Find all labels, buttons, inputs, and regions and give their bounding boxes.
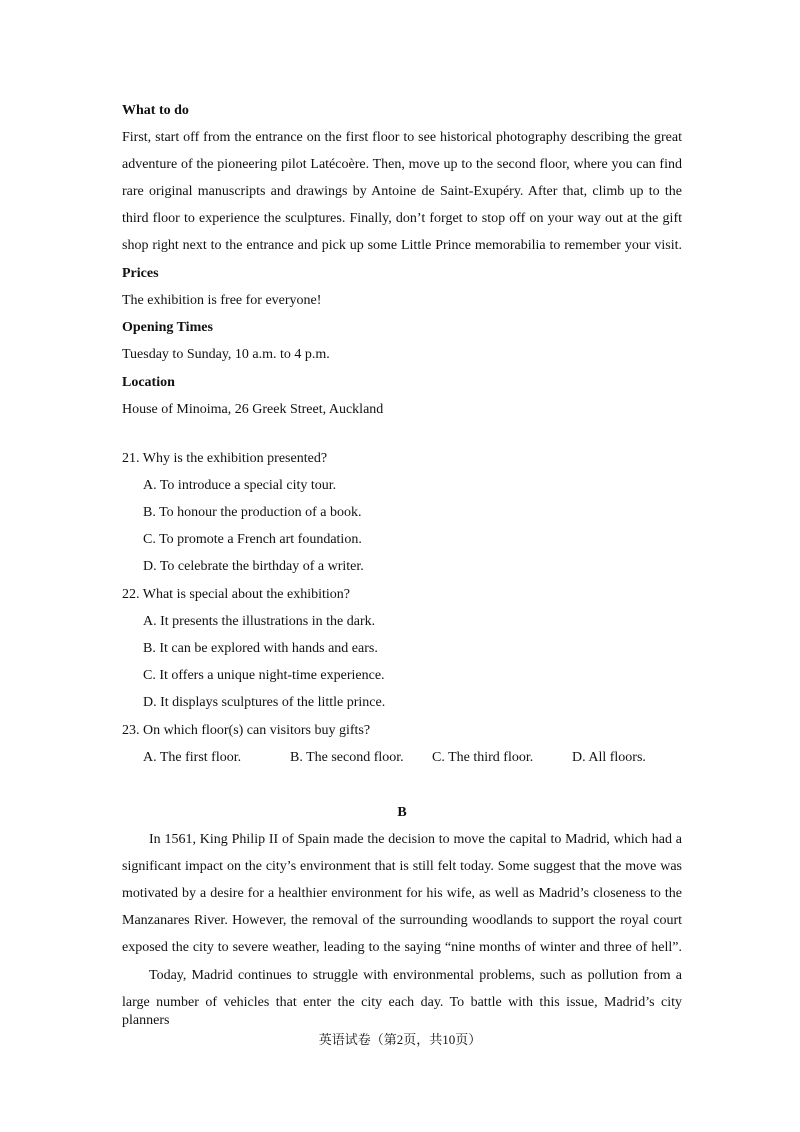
passage-line: In 1561, King Philip II of Spain made the decision to move the capital to Madrid, which had a xyxy=(149,832,682,847)
passage-line: Manzanares River. However, the removal of the surrounding woodlands to support the royal court xyxy=(122,913,682,928)
opening-times-text: Tuesday to Sunday, 10 a.m. to 4 p.m. xyxy=(122,347,330,362)
passage-line: motivated by a desire for a healthier environment for his wife, as well as Madrid’s closeness to the xyxy=(122,886,682,901)
page-footer: 英语试卷（第2页，共10页） xyxy=(318,1032,482,1047)
paragraph-line: shop right next to the entrance and pick up some Little Prince memorabilia to remember your visit. xyxy=(122,238,682,253)
heading-opening-times: Opening Times xyxy=(122,320,213,335)
question-21-stem: 21. Why is the exhibition presented? xyxy=(122,451,328,466)
heading-location: Location xyxy=(122,375,175,390)
passage-line: large number of vehicles that enter the city each day. To battle with this issue, Madrid’s city planners xyxy=(122,995,682,1028)
question-option: C. To promote a French art foundation. xyxy=(143,532,362,547)
passage-line: exposed the city to severe weather, leading to the saying “nine months of winter and three of hell”. xyxy=(122,940,682,955)
heading-what-to-do: What to do xyxy=(122,103,189,118)
heading-prices: Prices xyxy=(122,266,159,281)
paragraph-line: adventure of the pioneering pilot Latécoère. Then, move up to the second floor, where you can find xyxy=(122,157,682,172)
question-option: A. To introduce a special city tour. xyxy=(143,478,337,493)
paragraph-line: rare original manuscripts and drawings by Antoine de Saint-Exupéry. After that, climb up to the xyxy=(122,184,682,199)
question-option: B. The second floor. xyxy=(290,750,404,765)
paragraph-line: third floor to experience the sculptures. Finally, don’t forget to stop off on your way out at the gift xyxy=(122,211,682,226)
prices-text: The exhibition is free for everyone! xyxy=(122,293,322,308)
passage-b-label: B xyxy=(397,805,407,820)
question-option: D. All floors. xyxy=(572,750,646,765)
question-option: B. To honour the production of a book. xyxy=(143,505,362,520)
question-option: C. It offers a unique night-time experience. xyxy=(143,668,385,683)
question-option: D. It displays sculptures of the little prince. xyxy=(143,695,386,710)
question-option: A. The first floor. xyxy=(143,750,242,765)
location-text: House of Minoima, 26 Greek Street, Auckland xyxy=(122,402,384,417)
question-option: A. It presents the illustrations in the dark. xyxy=(143,614,376,629)
question-23-stem: 23. On which floor(s) can visitors buy gifts? xyxy=(122,723,371,738)
question-option: C. The third floor. xyxy=(432,750,534,765)
question-option: B. It can be explored with hands and ears. xyxy=(143,641,378,656)
paragraph-line: First, start off from the entrance on the first floor to see historical photography describing the great xyxy=(122,130,682,145)
question-option: D. To celebrate the birthday of a writer. xyxy=(143,559,364,574)
question-22-stem: 22. What is special about the exhibition? xyxy=(122,587,350,602)
passage-line: significant impact on the city’s environment that is still felt today. Some suggest that the move was xyxy=(122,859,682,874)
passage-line: Today, Madrid continues to struggle with environmental problems, such as pollution from a xyxy=(149,968,682,983)
